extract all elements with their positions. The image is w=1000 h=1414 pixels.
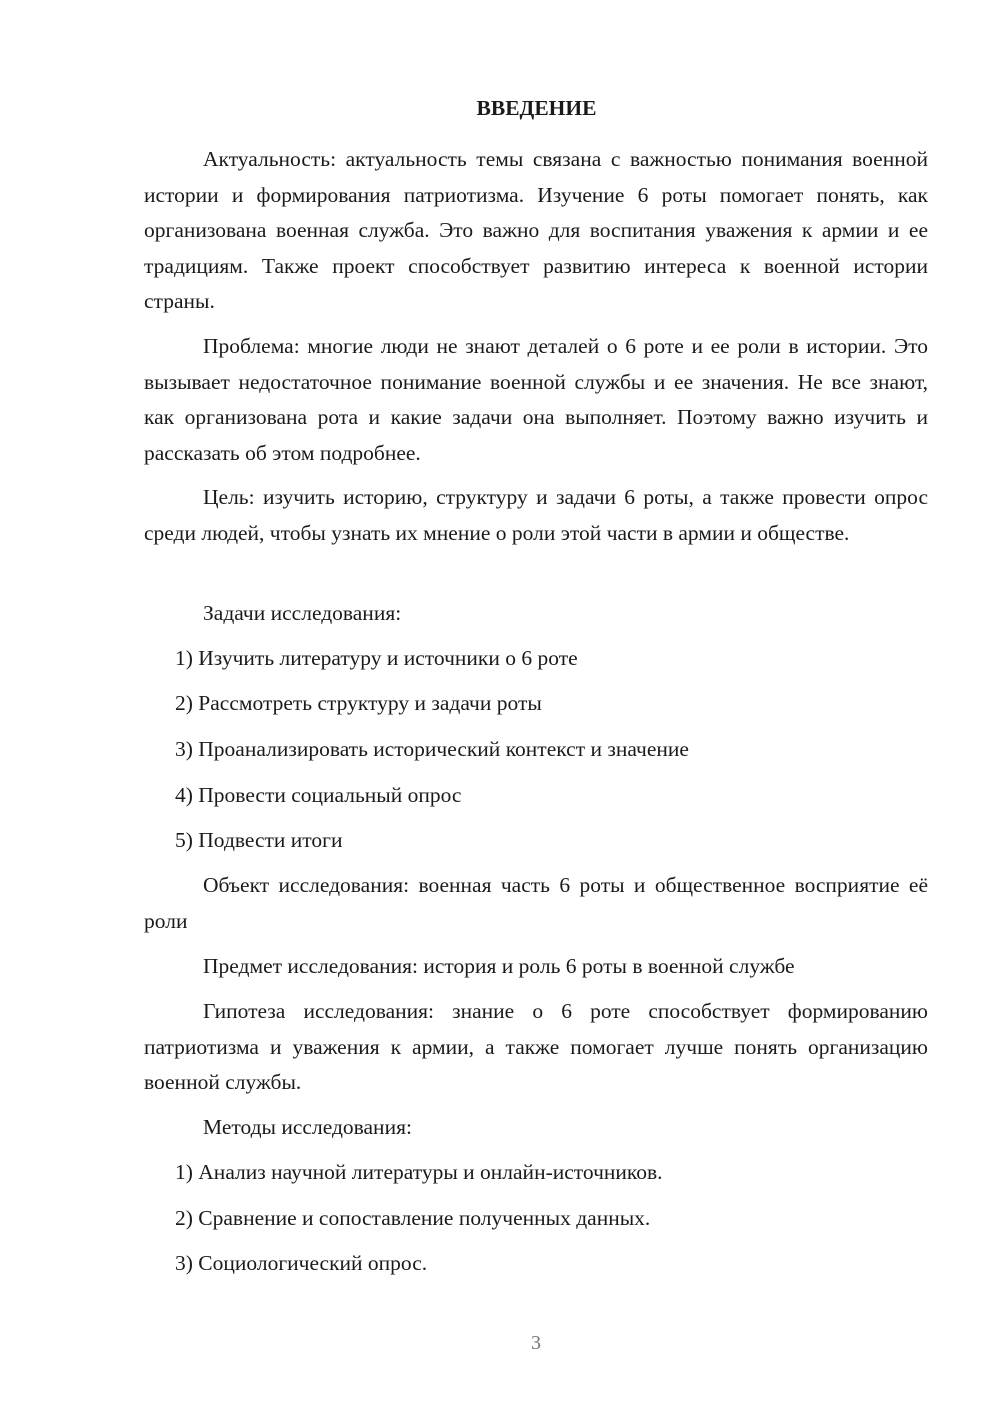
goal-paragraph: Цель: изучить историю, структуру и задачи 6 роты, а также провести опрос среди людей, чтобы узнать их мнение о роли этой части в армии и обществе. [144,485,928,545]
object-paragraph: Объект исследования: военная часть 6 роты и общественное восприятие её роли [144,873,928,933]
method-item-1: 1) Анализ научной литературы и онлайн-источников. [175,1160,663,1184]
problem-paragraph: Проблема: многие люди не знают деталей о 6 роте и ее роли в истории. Это вызывает недостаточное понимание военной службы и ее значения. Не все знают, как организована рота и какие задачи она выполняет. Поэтому важно изучить и рассказать об этом подробнее. [144,334,928,465]
task-item-4: 4) Провести социальный опрос [175,783,462,807]
page-number: 3 [531,1332,541,1354]
subject-line: Предмет исследования: история и роль 6 роты в военной службе [203,954,795,978]
tasks-heading: Задачи исследования: [203,601,402,625]
task-item-5: 5) Подвести итоги [175,828,343,852]
method-item-2: 2) Сравнение и сопоставление полученных данных. [175,1206,651,1230]
methods-heading: Методы исследования: [203,1115,412,1139]
task-item-1: 1) Изучить литературу и источники о 6 роте [175,646,578,670]
method-item-3: 3) Социологический опрос. [175,1251,428,1275]
task-item-2: 2) Рассмотреть структуру и задачи роты [175,691,542,715]
hypothesis-paragraph: Гипотеза исследования: знание о 6 роте способствует формированию патриотизма и уважения к армии, а также помогает лучше понять организацию военной службы. [144,999,928,1094]
relevance-paragraph: Актуальность: актуальность темы связана с важностью понимания военной истории и формирования патриотизма. Изучение 6 роты помогает понять, как организована военная служба. Это важно для воспитания уважения к армии и ее традициям. Также проект способствует развитию интереса к военной истории страны. [144,147,928,313]
task-item-3: 3) Проанализировать исторический контекст и значение [175,737,689,761]
page-title: ВВЕДЕНИЕ [476,96,597,120]
